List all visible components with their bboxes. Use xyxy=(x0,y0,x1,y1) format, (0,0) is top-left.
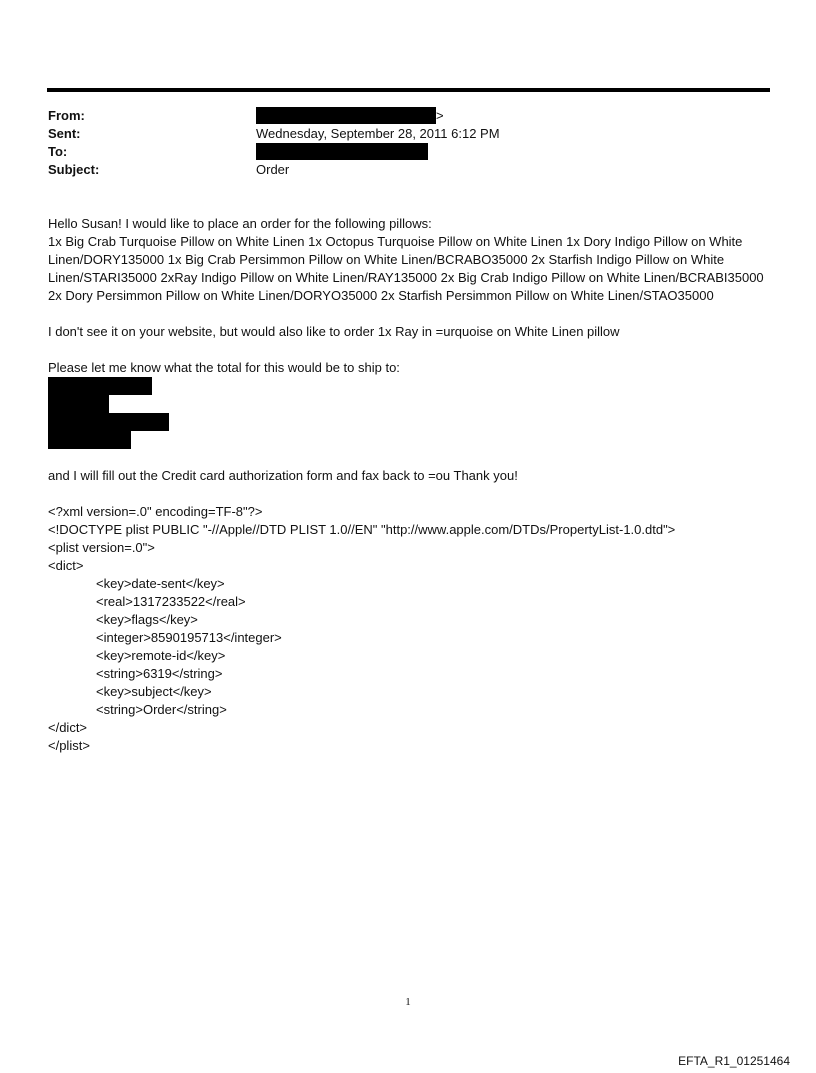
sent-row xyxy=(48,125,748,143)
xml-plist-open: <plist version=.0"> xyxy=(48,540,155,555)
xml-plist-close: </plist> xyxy=(48,738,90,753)
subject-value: Order xyxy=(256,162,290,177)
header-rule xyxy=(47,88,770,92)
from-label: From: xyxy=(48,108,85,123)
xml-dict-close: </dict> xyxy=(48,720,88,735)
address-block xyxy=(48,377,778,449)
to-redaction xyxy=(256,143,428,160)
total-line: Please let me know what the total for this would be to ship to: xyxy=(48,360,400,375)
subject-label: Subject: xyxy=(48,162,100,177)
sent-value: Wednesday, September 28, 2011 6:12 PM xyxy=(256,126,500,141)
xml-entry: <key>date-sent</key> xyxy=(96,576,225,591)
address-redaction xyxy=(48,377,152,395)
xml-entry: <integer>8590195713</integer> xyxy=(96,630,282,645)
xml-declaration: <?xml version=.0" encoding=TF-8"?> xyxy=(48,504,263,519)
xml-entry: <key>subject</key> xyxy=(96,684,212,699)
subject-row xyxy=(48,161,748,179)
xml-entry: <real>1317233522</real> xyxy=(96,594,246,609)
xml-entry: <string>6319</string> xyxy=(96,666,223,681)
page-number: 1 xyxy=(405,996,411,1008)
xml-entry: <string>Order</string> xyxy=(96,702,227,717)
document-id: EFTA_R1_01251464 xyxy=(678,1054,790,1068)
address-redaction xyxy=(48,413,169,431)
to-row xyxy=(48,143,748,161)
greeting-line: Hello Susan! I would like to place an order for the following pillows: xyxy=(48,216,432,231)
email-body xyxy=(48,215,778,755)
xml-entry: <key>flags</key> xyxy=(96,612,198,627)
from-redaction xyxy=(256,107,436,124)
closing-line: and I will fill out the Credit card authorization form and fax back to =ou Thank you! xyxy=(48,468,518,483)
from-row xyxy=(48,107,748,125)
from-suffix: > xyxy=(436,108,444,123)
sent-label: Sent: xyxy=(48,126,81,141)
email-header xyxy=(48,107,748,179)
xml-doctype: <!DOCTYPE plist PUBLIC "-//Apple//DTD PLIST 1.0//EN" "http://www.apple.com/DTDs/PropertyList-1.0.dtd"> xyxy=(48,522,676,537)
xml-block xyxy=(48,503,778,755)
xml-dict-open: <dict> xyxy=(48,558,84,573)
order-paragraph: 1x Big Crab Turquoise Pillow on White Linen 1x Octopus Turquoise Pillow on White Linen 1x Dory Indigo Pillow on White Linen/DORY135000 1x Big Crab Persimmon Pillow on White Linen/BCRABO35000 2x Starfish Indigo Pillow on White Linen/STARI35000 2xRay Indigo Pillow on White Linen/RAY135000 2x Big Crab Indigo Pillow on White Linen/BCRABI35000 2x Dory Persimmon Pillow on White Linen/DORYO35000 2x Starfish Persimmon Pillow on White Linen/STAO35000 xyxy=(48,234,764,303)
address-redaction xyxy=(48,431,131,449)
xml-entry: <key>remote-id</key> xyxy=(96,648,226,663)
website-line: I don't see it on your website, but would also like to order 1x Ray in =urquoise on White Linen pillow xyxy=(48,324,620,339)
address-redaction xyxy=(48,395,109,413)
to-label: To: xyxy=(48,144,68,159)
